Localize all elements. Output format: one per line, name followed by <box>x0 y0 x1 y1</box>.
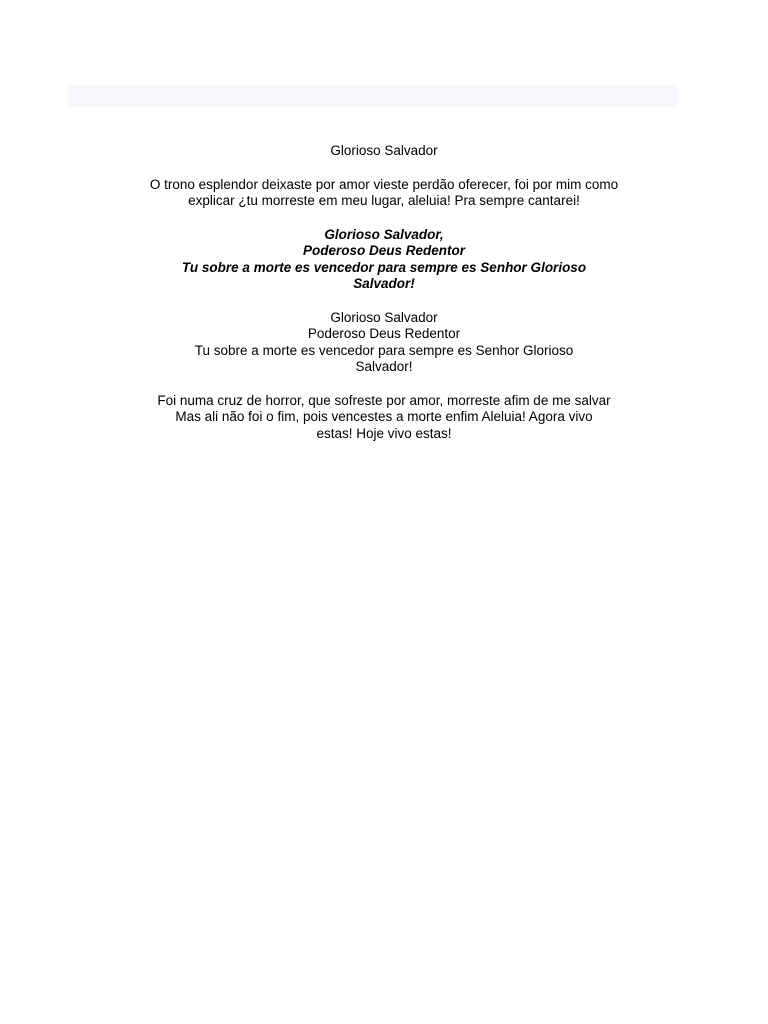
verse-1: O trono esplendor deixaste por amor vieste perdão oferecer, foi por mim como explicar ¿tu morreste em meu lugar, aleluia! Pra sempre cantarei! <box>149 176 619 208</box>
lyrics-content <box>148 143 620 442</box>
spacer <box>148 376 620 393</box>
chorus-bold-line-3: Tu sobre a morte es vencedor para sempre es Senhor Glorioso Salvador! <box>181 259 587 291</box>
chorus-plain-line-3: Tu sobre a morte es vencedor para sempre es Senhor Glorioso Salvador! <box>194 342 574 374</box>
chorus-bold-line-2: Poderoso Deus Redentor <box>302 243 466 258</box>
chorus-plain-line-1: Glorioso Salvador <box>330 309 438 325</box>
header-band <box>68 85 678 107</box>
chorus-plain <box>148 310 620 376</box>
chorus-bold-line-1: Glorioso Salvador, <box>324 226 444 242</box>
song-title: Glorioso Salvador <box>330 143 438 158</box>
chorus-plain-line-2: Poderoso Deus Redentor <box>307 326 461 341</box>
verse-2-line-2: Mas ali não foi o fim, pois vencestes a morte enfim Aleluia! Agora vivo estas! Hoje vivo estas! <box>175 409 593 441</box>
verse-2-line-1: Foi numa cruz de horror, que sofreste por amor, morreste afim de me salvar <box>157 392 611 408</box>
verse-2 <box>148 393 620 443</box>
spacer <box>148 160 620 177</box>
spacer <box>148 293 620 310</box>
chorus-bold <box>148 227 620 293</box>
spacer <box>148 210 620 227</box>
